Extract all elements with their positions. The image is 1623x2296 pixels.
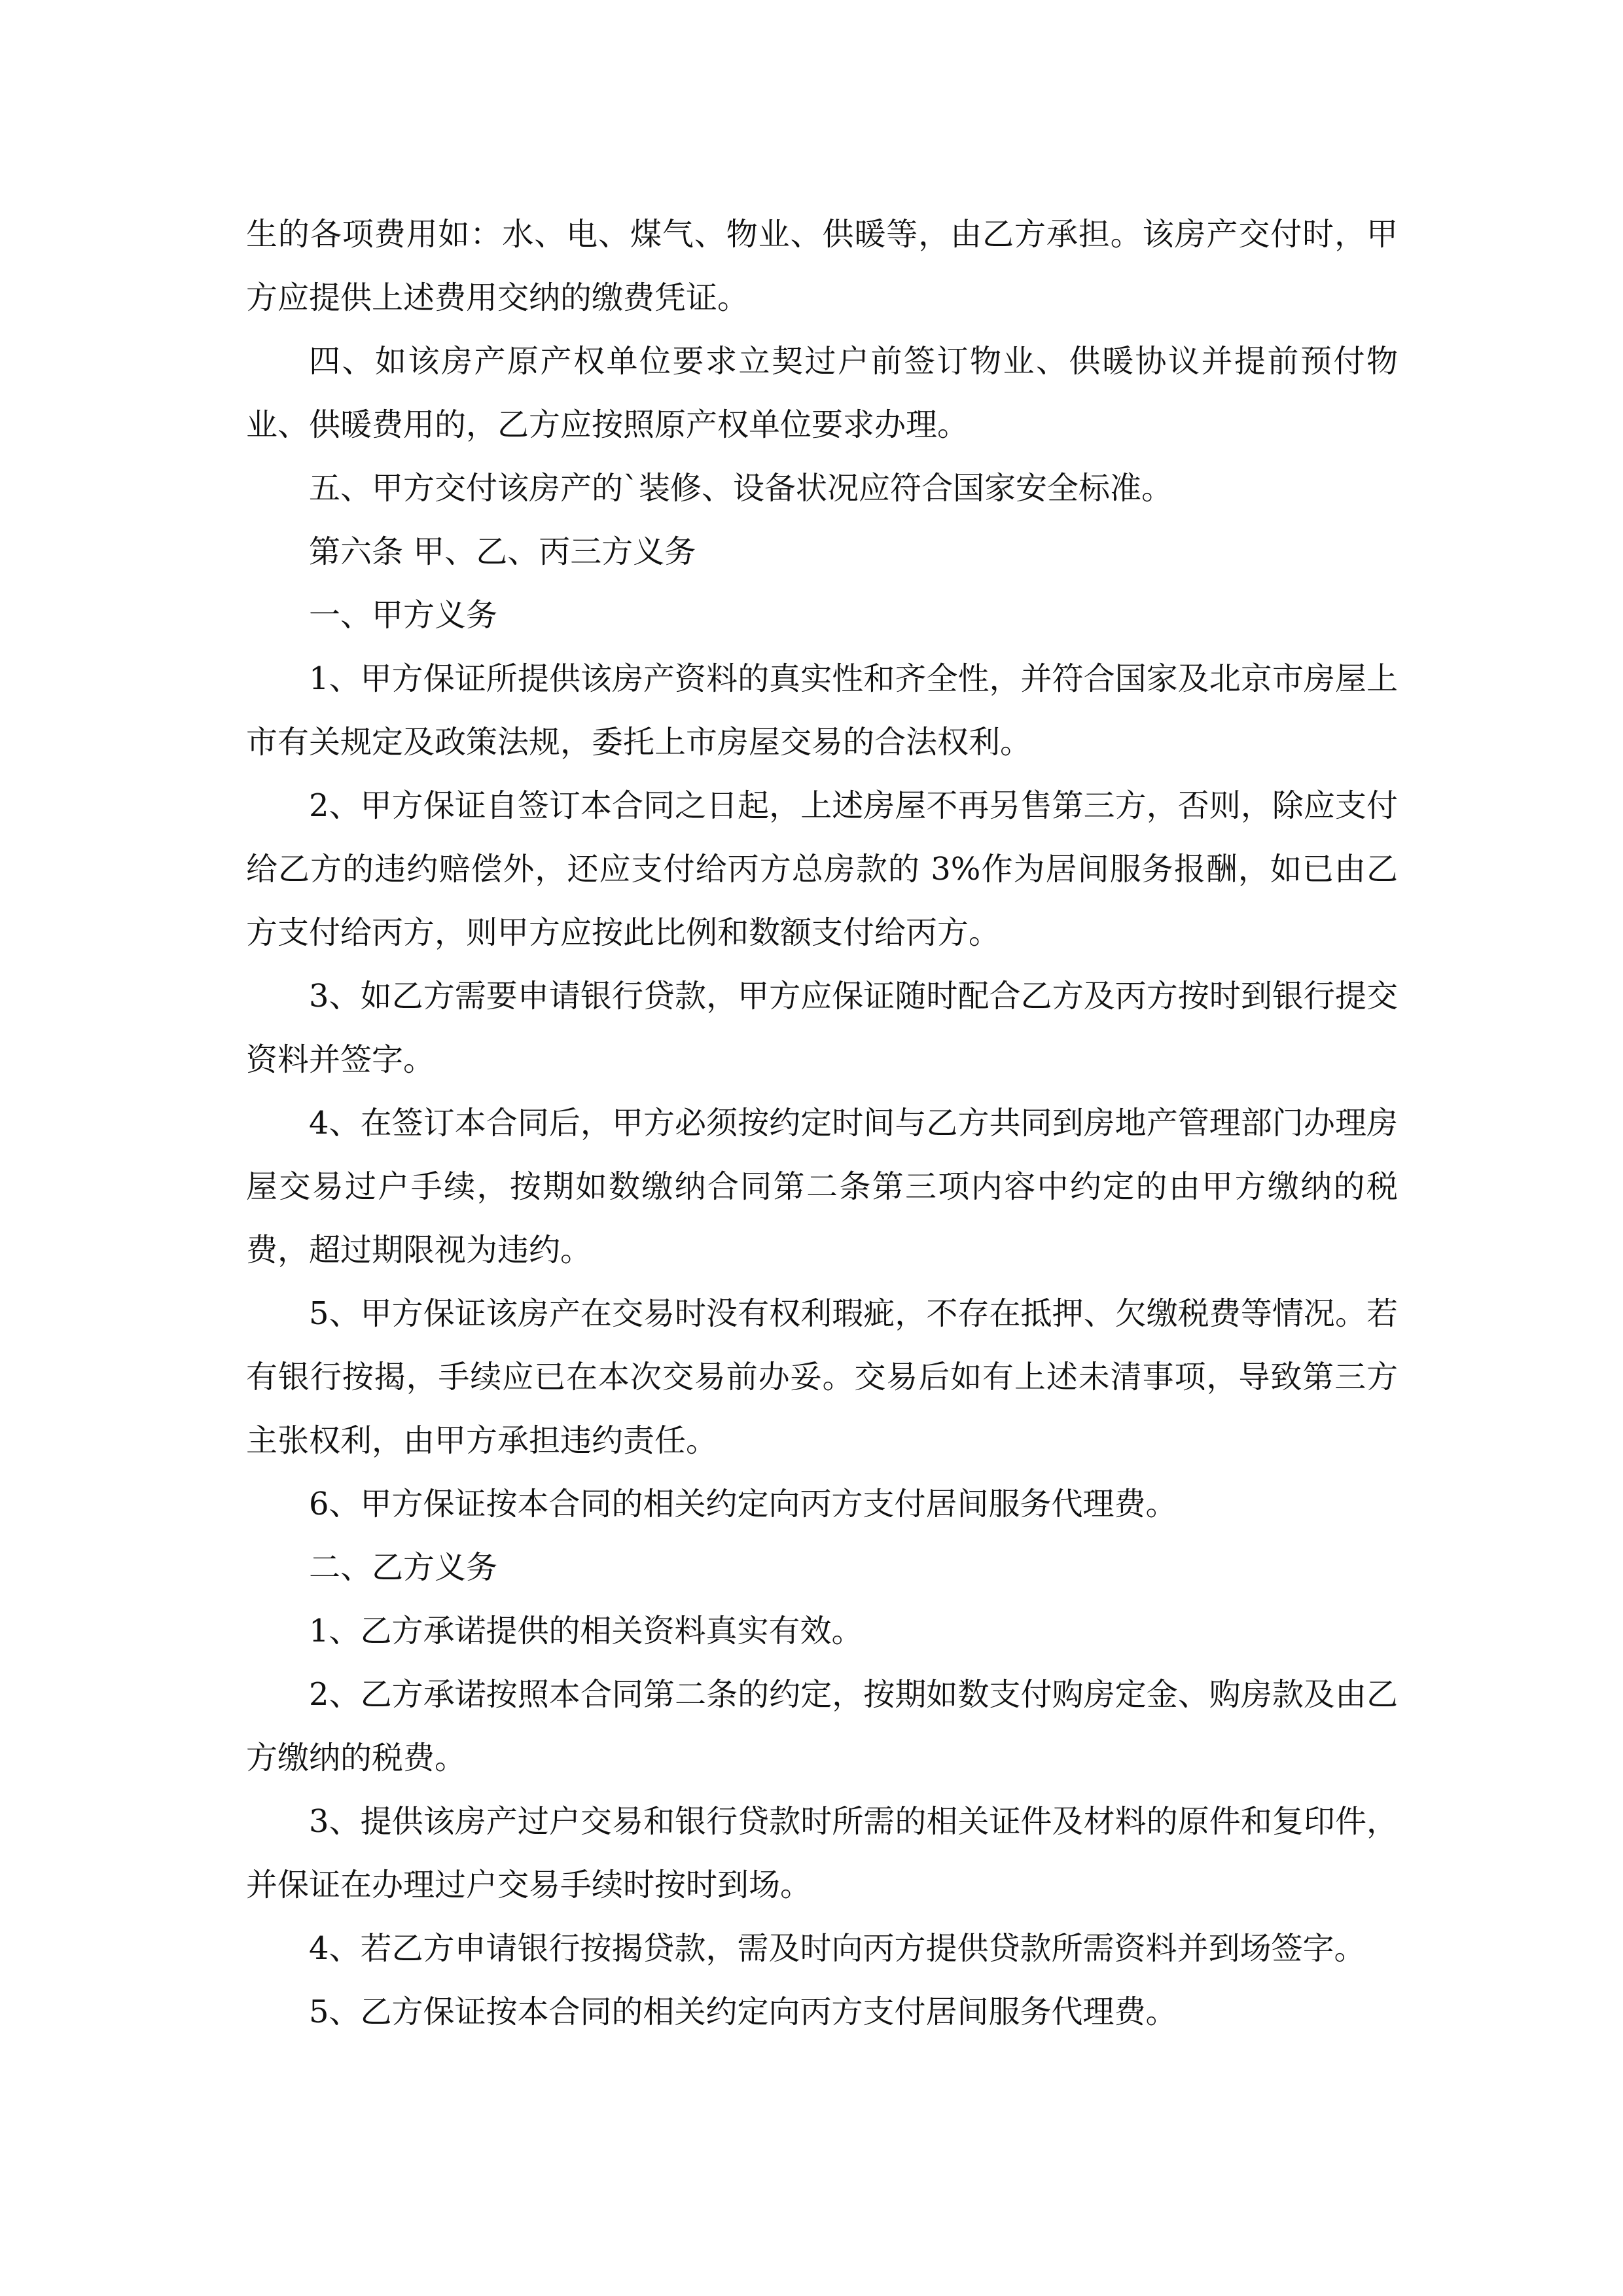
party-b-item-5: 5、乙方保证按本合同的相关约定向丙方支付居间服务代理费。 (309, 1994, 1177, 2030)
article-6-heading: 第六条 甲、乙、丙三方义务 (309, 533, 696, 570)
party-b-item-2: 2、乙方承诺按照本合同第二条的约定，按期如数支付购房定金、购房款及由乙方缴纳的税费。 (246, 1676, 1398, 1776)
party-a-item-2: 2、甲方保证自签订本合同之日起，上述房屋不再另售第三方，否则，除应支付给乙方的违约赔偿外，还应支付给丙方总房款的 3%作为居间服务报酬，如已由乙方支付给丙方，则甲方应按此比例和数额支付给丙方。 (246, 787, 1398, 951)
paragraph-clause-5: 五、甲方交付该房产的`装修、设备状况应符合国家安全标准。 (309, 470, 1173, 507)
contract-body (246, 203, 1398, 2044)
party-b-item-3: 3、提供该房产过户交易和银行贷款时所需的相关证件及材料的原件和复印件，并保证在办理过户交易手续时按时到场。 (246, 1803, 1398, 1903)
party-b-item-1: 1、乙方承诺提供的相关资料真实有效。 (309, 1613, 863, 1649)
party-a-item-3: 3、如乙方需要申请银行贷款，甲方应保证随时配合乙方及丙方按时到银行提交资料并签字。 (246, 978, 1398, 1078)
party-a-item-5: 5、甲方保证该房产在交易时没有权利瑕疵，不存在抵押、欠缴税费等情况。若有银行按揭，手续应已在本次交易前办妥。交易后如有上述未清事项，导致第三方主张权利，由甲方承担违约责任。 (246, 1295, 1398, 1459)
party-a-item-4: 4、在签订本合同后，甲方必须按约定时间与乙方共同到房地产管理部门办理房屋交易过户手续，按期如数缴纳合同第二条第三项内容中约定的由甲方缴纳的税费，超过期限视为违约。 (246, 1105, 1398, 1268)
party-a-item-6: 6、甲方保证按本合同的相关约定向丙方支付居间服务代理费。 (309, 1486, 1177, 1522)
paragraph-clause-4: 四、如该房产原产权单位要求立契过户前签订物业、供暖协议并提前预付物业、供暖费用的，乙方应按照原产权单位要求办理。 (246, 343, 1398, 443)
paragraph-fees-continued: 生的各项费用如：水、电、煤气、物业、供暖等，由乙方承担。该房产交付时，甲方应提供上述费用交纳的缴费凭证。 (246, 216, 1398, 316)
party-b-obligations-heading: 二、乙方义务 (309, 1549, 498, 1586)
party-a-item-1: 1、甲方保证所提供该房产资料的真实性和齐全性，并符合国家及北京市房屋上市有关规定及政策法规，委托上市房屋交易的合法权利。 (246, 660, 1398, 761)
party-a-obligations-heading: 一、甲方义务 (309, 597, 498, 634)
party-b-item-4: 4、若乙方申请银行按揭贷款，需及时向丙方提供贷款所需资料并到场签字。 (309, 1930, 1366, 1967)
